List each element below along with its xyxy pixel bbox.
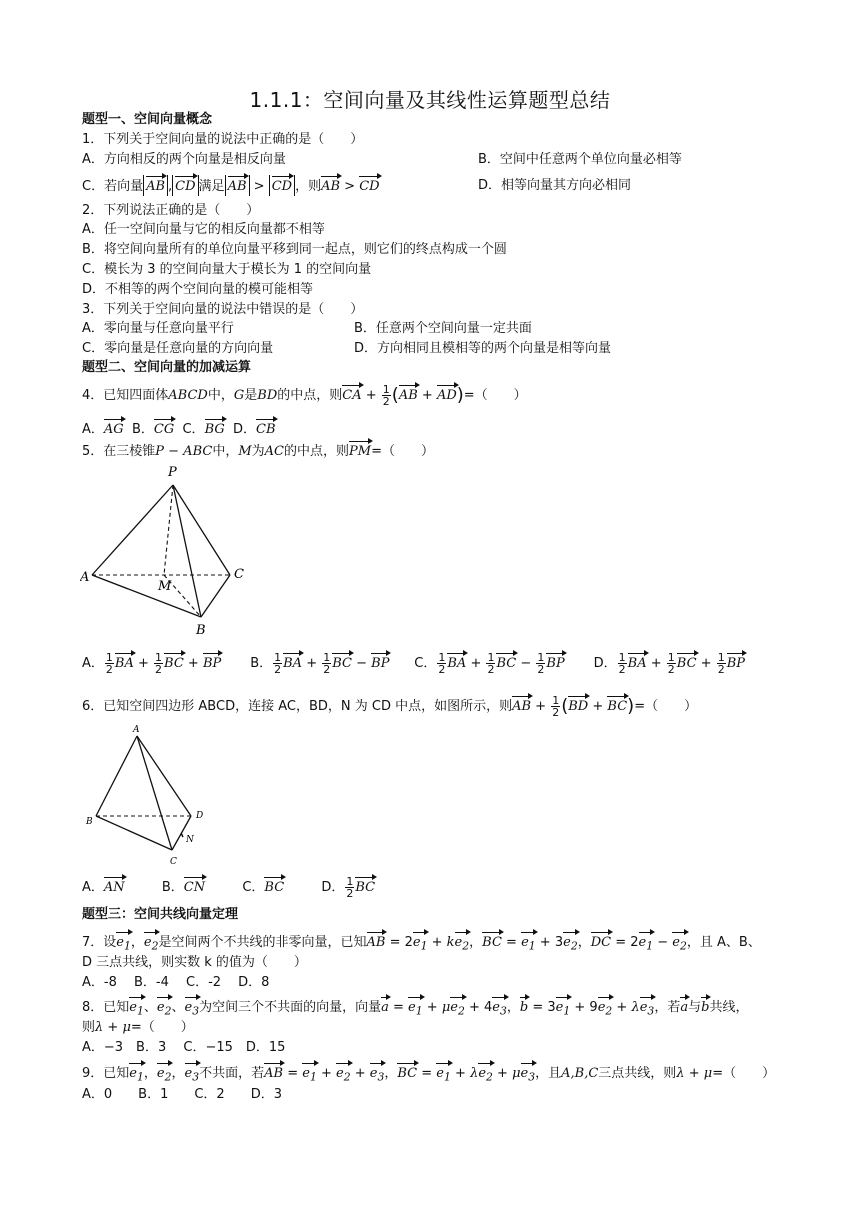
- q1-stem: 1．下列关于空间向量的说法中正确的是（ ）: [82, 132, 364, 147]
- pyramid-figure-q5: [80, 462, 260, 642]
- q2-option-d: D．不相等的两个空间向量的模可能相等: [82, 282, 314, 297]
- section-heading-2: 题型二、空间向量的加减运算: [82, 360, 252, 375]
- q9-stem: 9．已知$e_1$，$e_2$，$e_3$不共面，若AB = $e_1 + e_2 + e_3$，BC = $e_1 + \lambda e_2 + \mu e_3$，且A,B,C三点共线，则λ + μ=（ ）: [82, 1062, 775, 1087]
- q2-option-b: B．将空间向量所有的单位向量平移到同一起点，则它们的终点构成一个圆: [82, 242, 507, 257]
- q4-options: A．AG B．CG C．BG D．CB: [82, 418, 276, 439]
- q3-option-c: C．零向量是任意向量的方向向量: [82, 341, 274, 356]
- q3-stem: 3．下列关于空间向量的说法中错误的是（ ）: [82, 302, 364, 317]
- vertex-label-b: B: [196, 623, 206, 638]
- quadrilateral-figure-q6: [80, 720, 220, 868]
- q6-options: A．AN B．CN C．BC D． $\frac{1}{2}$ BC: [82, 875, 376, 900]
- q3-option-d: D．方向相同且模相等的两个向量是相等向量: [354, 341, 612, 356]
- vertex-label-p: P: [168, 465, 177, 480]
- vertex-label-c: C: [234, 567, 244, 582]
- q3-option-b: B．任意两个空间向量一定共面: [354, 321, 532, 336]
- q2-option-c: C．模长为 3 的空间向量大于模长为 1 的空间向量: [82, 262, 372, 277]
- q2-option-a: A．任一空间向量与它的相反向量都不相等: [82, 222, 325, 237]
- q9-options: A．0 B．1 C．2 D．3: [82, 1087, 282, 1102]
- q1-option-d: D．相等向量其方向必相同: [478, 178, 632, 193]
- q7-options: A．-8 B．-4 C．-2 D．8: [82, 975, 270, 990]
- q2-stem: 2．下列说法正确的是（ ）: [82, 203, 260, 218]
- q8-options: A．−3 B．3 C．−15 D．15: [82, 1040, 286, 1055]
- section-heading-1: 题型一、空间向量概念: [82, 112, 213, 127]
- vertex-label-b: B: [86, 817, 93, 827]
- vertex-label-m: M: [158, 579, 172, 594]
- q5-options: A． $\frac{1}{2}$ BA + $\frac{1}{2}$ BC + BP B． $\frac{1}{2}$ BA + $\frac{1}{2}$ BC − BP C． $\frac{1}{2}$ BA + $\frac{1}{2}$ BC − $\frac{1}{2}$ BP D． $\frac{1}{2}$ BA + $\frac{1}{2}$ BC + $\frac{1}{2}$ BP: [82, 651, 746, 676]
- q4-stem: 4．已知四面体ABCD中，G是BD的中点，则CA + $\frac{1}{2}$ (AB + AD)=（ ）: [82, 383, 527, 408]
- q7-stem: 7．设$e_1$，$e_2$是空间两个不共线的非零向量，已知AB = $2e_1 + ke_2$，BC = $e_1 + 3e_2$，DC = $2e_1 - e_2$，且 A、B、: [82, 931, 761, 956]
- q6-stem: 6．已知空间四边形 ABCD，连接 AC，BD，N 为 CD 中点，如图所示，则AB + $\frac{1}{2}$ (BD + BC)=（ ）: [82, 694, 698, 719]
- q1-option-c: C．若向量 AB , CD 满足 AB > CD ，则AB > CD: [82, 175, 380, 196]
- vertex-label-a: A: [133, 725, 140, 735]
- page-title: 1.1.1：空间向量及其线性运算题型总结: [249, 88, 611, 112]
- q1-option-a: A．方向相反的两个向量是相反向量: [82, 152, 286, 167]
- q8-line2: 则λ + μ=（ ）: [82, 1020, 194, 1035]
- q7-line2: D 三点共线，则实数 k 的值为（ ）: [82, 955, 307, 970]
- section-heading-3: 题型三：空间共线向量定理: [82, 907, 239, 922]
- q1-option-b: B．空间中任意两个单位向量必相等: [478, 152, 682, 167]
- vertex-label-n: N: [186, 835, 194, 845]
- vertex-label-d: D: [196, 811, 204, 821]
- q5-stem: 5．在三棱锥P − ABC中，M为AC的中点，则PM=（ ）: [82, 440, 434, 461]
- q3-option-a: A．零向量与任意向量平行: [82, 321, 234, 336]
- vertex-label-a: A: [80, 570, 90, 585]
- vertex-label-c: C: [170, 857, 177, 867]
- q8-stem: 8．已知$e_1$、$e_2$、$e_3$为空间三个不共面的向量，向量$a = e_1 + \mu e_2 + 4e_3$，$b = 3e_1 + 9e_2 + \lambda e_3$，若a与b共线，: [82, 996, 748, 1021]
